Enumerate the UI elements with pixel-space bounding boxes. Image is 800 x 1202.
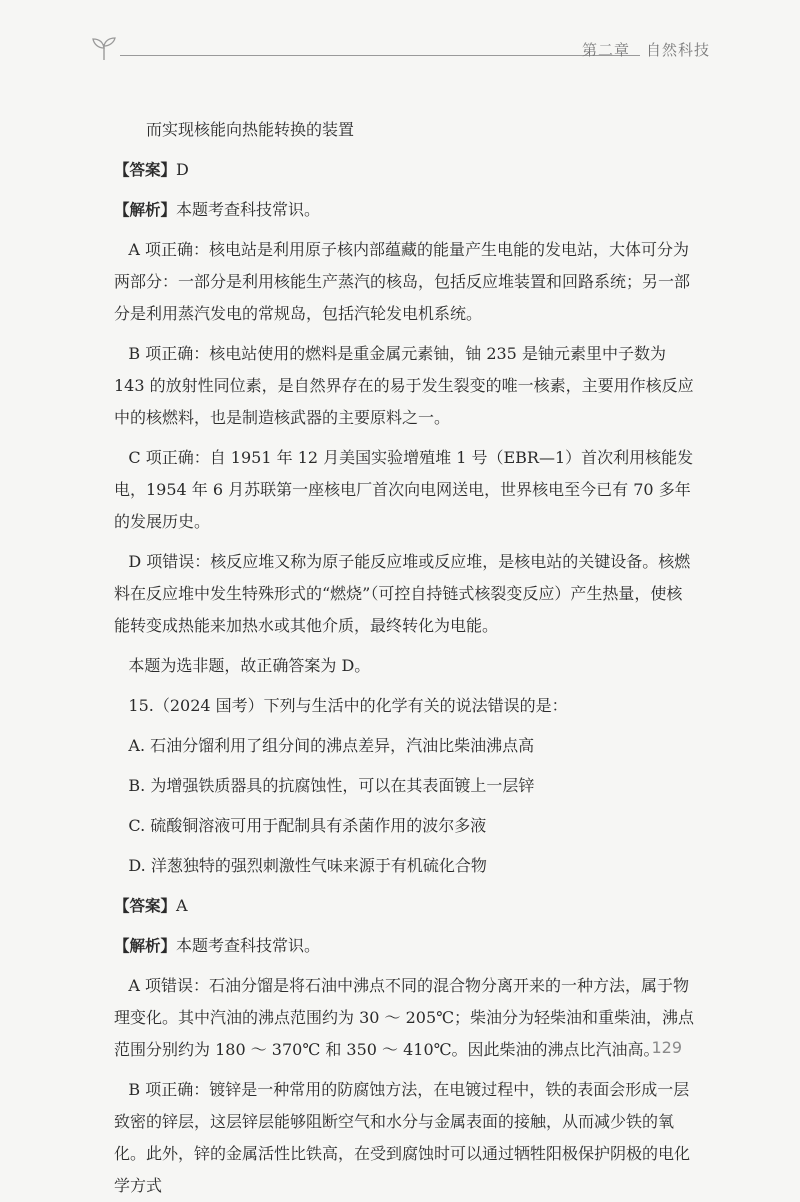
- q14-conclusion: 本题为选非题，故正确答案为 D。: [128, 656, 371, 675]
- page-number: 129: [651, 1038, 682, 1057]
- q15-paragraph: B 项正确：镀锌是一种常用的防腐蚀方法，在电镀过程中，铁的表面会形成一层致密的锌层，这层锌层能够阻断空气和水分与金属表面的接触，从而减少铁的氧化。此外，锌的金属活性比铁高，在受到腐蚀时可以通过牺牲阳极保护阴极的电化学方式: [114, 1080, 691, 1195]
- answer-label: 【答案】: [114, 897, 177, 915]
- q15-option: C. 硫酸铜溶液可用于配制具有杀菌作用的波尔多液: [128, 816, 487, 835]
- q14-paragraph: C 项正确：自 1951 年 12 月美国实验增殖堆 1 号（EBR—1）首次利用核能发电，1954 年 6 月苏联第一座核电厂首次向电网送电，世界核电至今已有 70 多年的发展历史。: [114, 448, 694, 531]
- q15-analysis: [114, 930, 698, 962]
- leaf-icon: [90, 36, 118, 62]
- q15-option: B. 为增强铁质器具的抗腐蚀性，可以在其表面镀上一层锌: [128, 776, 535, 795]
- q14-analysis: [114, 194, 698, 226]
- analysis-text: 本题考查科技常识。: [176, 200, 321, 219]
- answer-value: D: [176, 160, 189, 179]
- analysis-label: 【解析】: [114, 201, 177, 219]
- q14-paragraph: A 项正确：核电站是利用原子核内部蕴藏的能量产生电能的发电站，大体可分为两部分：一部分是利用核能生产蒸汽的核岛，包括反应堆装置和回路系统；另一部分是利用蒸汽发电的常规岛，包括汽轮发电机系统。: [114, 240, 691, 323]
- q14-paragraph: D 项错误：核反应堆又称为原子能反应堆或反应堆，是核电站的关键设备。核燃料在反应堆中发生特殊形式的“燃烧”（可控自持链式核裂变反应）产生热量，使核能转变成热能来加热水或其他介质，最终转化为电能。: [114, 552, 691, 635]
- chapter-title: 第二章 自然科技: [581, 41, 710, 59]
- answer-value: A: [176, 896, 188, 915]
- analysis-label: 【解析】: [114, 937, 177, 955]
- header-rule: [120, 55, 640, 56]
- page-header: [90, 36, 710, 66]
- q14-continuation: 而实现核能向热能转换的装置: [146, 120, 355, 139]
- q14-paragraph: B 项正确：核电站使用的燃料是重金属元素铀，铀 235 是铀元素里中子数为 143 的放射性同位素，是自然界存在的易于发生裂变的唯一核素，主要用作核反应中的核燃料，也是制造核武器的主要原料之一。: [114, 344, 694, 427]
- q14-answer: [114, 154, 698, 186]
- answer-label: 【答案】: [114, 161, 177, 179]
- q15-stem: 15.（2024 国考）下列与生活中的化学有关的说法错误的是：: [128, 696, 568, 715]
- q15-paragraph: A 项错误：石油分馏是将石油中沸点不同的混合物分离开来的一种方法，属于物理变化。其中汽油的沸点范围约为 30 ～ 205℃；柴油分为轻柴油和重柴油，沸点范围分别约为 180 ～ 370℃ 和 350 ～ 410℃。因此柴油的沸点比汽油高。: [114, 976, 695, 1059]
- q15-option: A. 石油分馏利用了组分间的沸点差异，汽油比柴油沸点高: [128, 736, 535, 755]
- q15-option: D. 洋葱独特的强烈刺激性气味来源于有机硫化合物: [128, 856, 487, 875]
- analysis-text: 本题考查科技常识。: [176, 936, 321, 955]
- page-content: [114, 114, 698, 1202]
- q15-answer: [114, 890, 698, 922]
